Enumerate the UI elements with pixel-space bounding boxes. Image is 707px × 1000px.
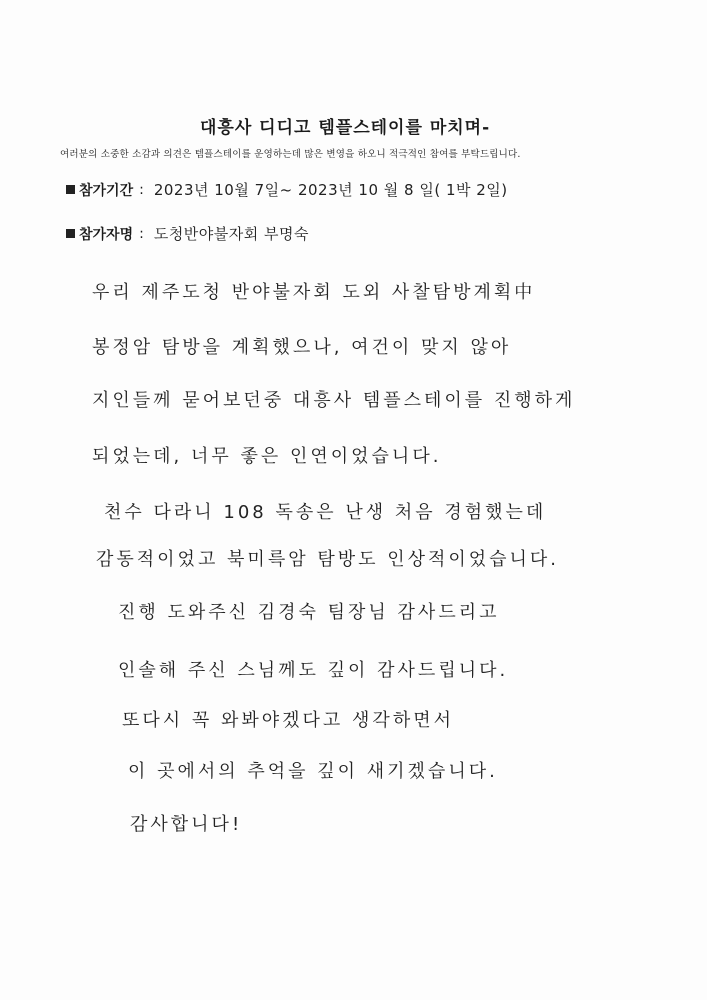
body-line: 천수 다라니 108 독송은 난생 처음 경험했는데 (104, 502, 547, 523)
participant-field (66, 223, 309, 244)
body-line: 인솔해 주신 스님께도 깊이 감사드립니다. (118, 660, 509, 681)
body-line: 또다시 꼭 와봐야겠다고 생각하면서 (122, 710, 454, 731)
period-field (66, 179, 508, 200)
participant-label: 참가자명 (79, 226, 134, 243)
participant-value: 도청반야불자회 부명숙 (153, 225, 309, 243)
body-line: 지인들께 묻어보던중 대흥사 템플스테이를 진행하게 (92, 390, 576, 411)
period-value: 2023년 10월 7일~ 2023년 10 월 8 일( 1박 2일) (153, 181, 508, 199)
page-subtitle: 여러분의 소중한 소감과 의견은 템플스테이를 운영하는데 많은 변영을 하오니 적극적인 참여를 부탁드립니다. (60, 149, 521, 160)
page-title: 대흥사 디디고 템플스테이를 마치며- (200, 118, 491, 138)
colon: : (139, 181, 144, 198)
colon: : (139, 225, 144, 242)
body-line: 우리 제주도청 반야불자회 도외 사찰탐방계획中 (92, 282, 536, 303)
square-bullet-icon (66, 229, 75, 238)
body-line: 진행 도와주신 김경숙 팀장님 감사드리고 (118, 602, 500, 623)
body-line: 감동적이었고 북미륵암 탐방도 인상적이었습니다. (96, 549, 560, 570)
body-line: 이 곳에서의 추억을 깊이 새기겠습니다. (128, 761, 498, 782)
body-line: 되었는데, 너무 좋은 인연이었습니다. (92, 446, 442, 467)
body-line: 감사합니다! (130, 814, 243, 835)
square-bullet-icon (66, 185, 75, 194)
period-label: 참가기간 (79, 182, 134, 199)
body-line: 봉정암 탐방을 계획했으나, 여건이 맞지 않아 (92, 337, 512, 358)
